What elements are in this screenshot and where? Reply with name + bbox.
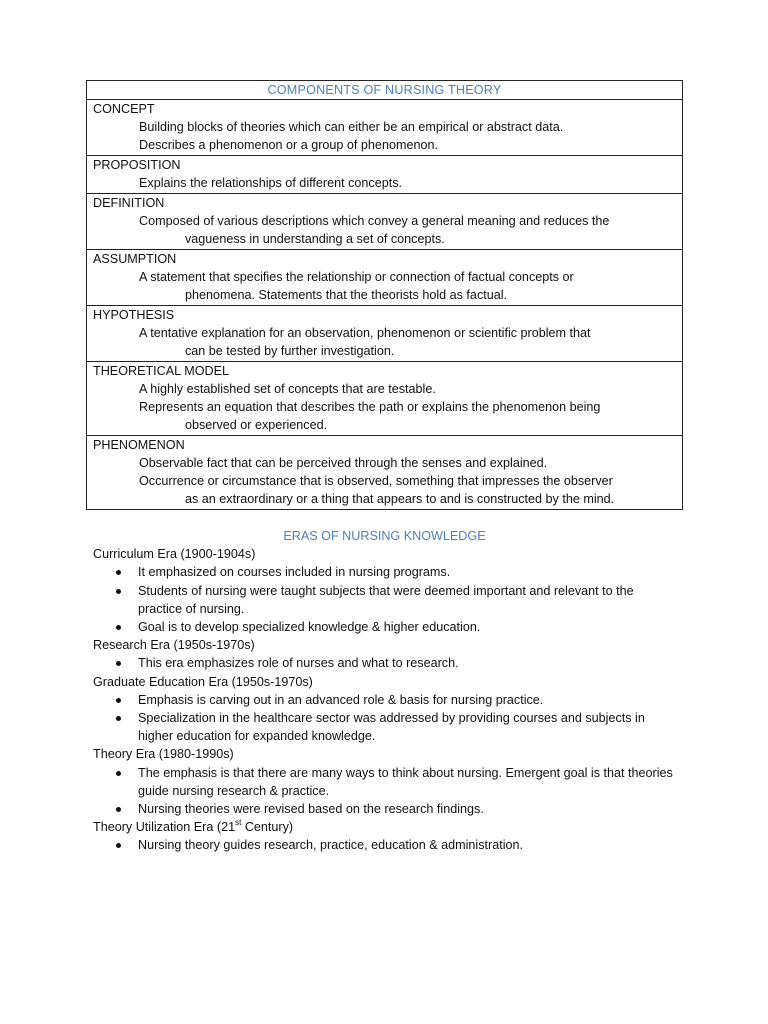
components-rows <box>87 100 682 509</box>
era-heading <box>86 818 686 836</box>
bullet-icon <box>116 843 121 848</box>
component-description-text: Composed of various descriptions which convey a general meaning and reduces the <box>139 214 610 228</box>
component-description-text: A tentative explanation for an observation, phenomenon or scientific problem that <box>139 326 591 340</box>
component-description <box>87 324 682 360</box>
era-bullet-text: Specialization in the healthcare sector was addressed by providing courses and subjects in higher education for expanded knowledge. <box>138 711 645 744</box>
era-bullet-list <box>86 563 686 636</box>
era-bullet-text: Nursing theories were revised based on the research findings. <box>138 802 484 817</box>
bullet-icon <box>116 716 121 721</box>
component-term: CONCEPT <box>93 102 155 116</box>
era-heading-text: Century) <box>241 820 294 835</box>
era-bullet-list <box>86 654 686 672</box>
components-title: COMPONENTS OF NURSING THEORY <box>87 81 682 100</box>
bullet-icon <box>116 625 121 630</box>
component-term: HYPOTHESIS <box>93 308 175 322</box>
component-term: PROPOSITION <box>93 158 181 172</box>
component-description-text: Describes a phenomenon or a group of phenomenon. <box>139 138 438 152</box>
component-row <box>87 362 682 436</box>
era-bullet-item <box>86 563 686 581</box>
era-heading: Theory Era (1980-1990s) <box>93 747 234 762</box>
component-term: THEORETICAL MODEL <box>93 364 229 378</box>
component-description-text: Observable fact that can be perceived through the senses and explained. <box>139 456 548 470</box>
component-description-continuation: vagueness in understanding a set of concepts. <box>185 232 445 246</box>
component-description <box>87 454 682 472</box>
component-description-text: Occurrence or circumstance that is observed, something that impresses the observer <box>139 474 613 488</box>
component-row <box>87 436 682 509</box>
era-bullet-item <box>86 654 686 672</box>
component-description-continuation: observed or experienced. <box>185 418 328 432</box>
era-bullet-text: The emphasis is that there are many ways to think about nursing. Emergent goal is that theories guide nursing research & practice. <box>138 765 673 798</box>
component-description <box>87 472 682 508</box>
era-bullet-text: Emphasis is carving out in an advanced role & basis for nursing practice. <box>138 692 544 707</box>
component-description <box>87 380 682 398</box>
component-term: ASSUMPTION <box>93 252 177 266</box>
component-term: DEFINITION <box>93 196 165 210</box>
component-description <box>87 118 682 136</box>
eras-section <box>86 527 686 855</box>
component-row <box>87 250 682 306</box>
era-heading: Curriculum Era (1900-1904s) <box>93 547 256 562</box>
component-description-continuation: as an extraordinary or a thing that appears to and is constructed by the mind. <box>185 492 615 506</box>
component-row <box>87 100 682 156</box>
era-bullet-item <box>86 691 686 709</box>
eras-title: ERAS OF NURSING KNOWLEDGE <box>283 529 486 543</box>
bullet-icon <box>116 661 121 666</box>
era-bullet-item <box>86 618 686 636</box>
component-description <box>87 136 682 154</box>
component-description-text: Explains the relationships of different concepts. <box>139 176 402 190</box>
era-bullet-item <box>86 764 686 800</box>
component-description <box>87 398 682 434</box>
era-heading: Graduate Education Era (1950s-1970s) <box>93 674 313 689</box>
component-row <box>87 306 682 362</box>
bullet-icon <box>116 698 121 703</box>
component-term: PHENOMENON <box>93 438 185 452</box>
component-row <box>87 156 682 194</box>
component-description-text: A statement that specifies the relationship or connection of factual concepts or <box>139 270 574 284</box>
era-bullet-list <box>86 691 686 746</box>
component-description <box>87 268 682 304</box>
era-bullet-text: Nursing theory guides research, practice, education & administration. <box>138 838 524 853</box>
era-bullet-list <box>86 764 686 819</box>
era-bullet-item <box>86 709 686 745</box>
bullet-icon <box>116 589 121 594</box>
era-bullet-list <box>86 836 686 854</box>
eras-list <box>86 545 686 854</box>
component-description-continuation: phenomena. Statements that the theorists hold as factual. <box>185 288 508 302</box>
era-bullet-item <box>86 582 686 618</box>
era-heading: Research Era (1950s-1970s) <box>93 638 255 653</box>
era-bullet-item <box>86 836 686 854</box>
component-description-text: Represents an equation that describes the path or explains the phenomenon being <box>139 400 601 414</box>
component-description <box>87 212 682 248</box>
era-bullet-text: Students of nursing were taught subjects that were deemed important and relevant to the practice of nursing. <box>138 583 634 616</box>
component-description-text: Building blocks of theories which can either be an empirical or abstract data. <box>139 120 564 134</box>
era-bullet-item <box>86 800 686 818</box>
bullet-icon <box>116 570 121 575</box>
era-bullet-text: It emphasized on courses included in nursing programs. <box>138 565 451 580</box>
era-bullet-text: Goal is to develop specialized knowledge & higher education. <box>138 620 481 635</box>
era-heading-superscript: st <box>235 818 242 828</box>
era-bullet-text: This era emphasizes role of nurses and what to research. <box>138 656 459 671</box>
component-description <box>87 174 682 192</box>
component-description-continuation: can be tested by further investigation. <box>185 344 395 358</box>
components-table <box>86 80 683 510</box>
bullet-icon <box>116 807 121 812</box>
component-description-text: A highly established set of concepts that are testable. <box>139 382 436 396</box>
bullet-icon <box>116 771 121 776</box>
component-row <box>87 194 682 250</box>
era-heading-text: Theory Utilization Era (21 <box>93 820 236 835</box>
